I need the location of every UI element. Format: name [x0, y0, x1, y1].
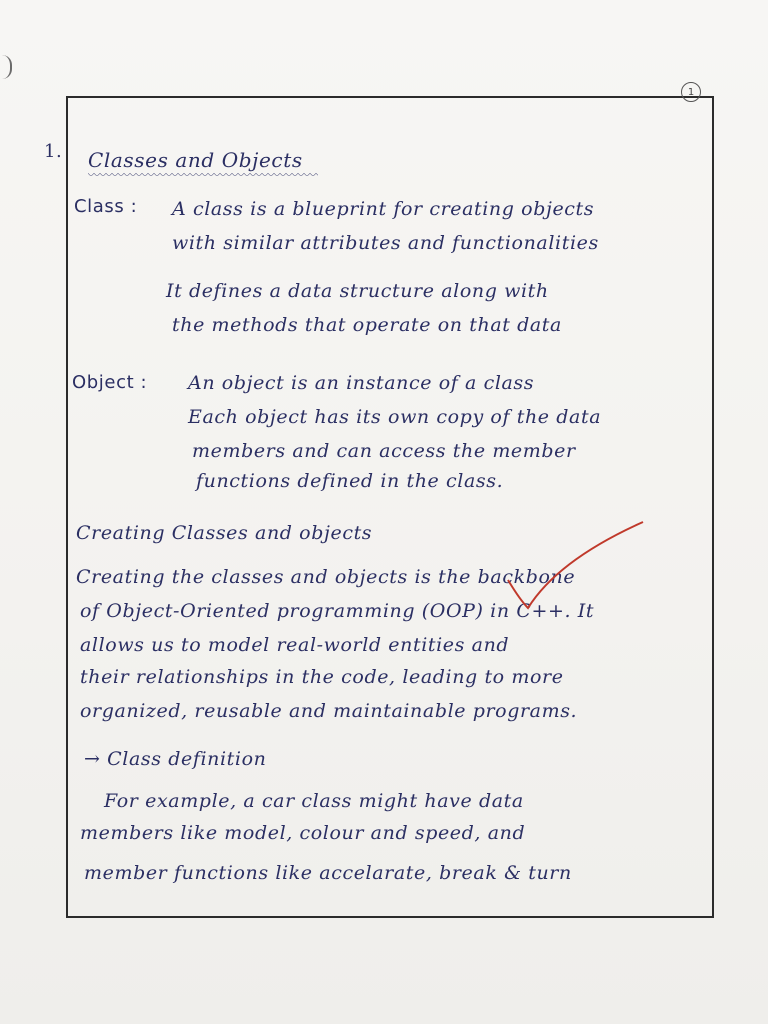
heading-underline [88, 173, 318, 179]
object-line-1: An object is an instance of a class [188, 372, 535, 394]
heading-title: Classes and Objects [88, 148, 303, 172]
class-line-2: with similar attributes and functionalities [172, 232, 599, 254]
page-number: 1 [681, 82, 701, 102]
creating-line-4: their relationships in the code, leading to more [80, 666, 564, 688]
example-line-1: For example, a car class might have data [104, 790, 524, 812]
creating-line-5: organized, reusable and maintainable programs. [80, 700, 578, 722]
heading-number: 1. [44, 141, 63, 162]
object-line-4: functions defined in the class. [196, 470, 504, 492]
creating-line-2: of Object-Oriented programming (OOP) in C++. It [80, 600, 595, 622]
correction-mark [498, 520, 648, 620]
object-line-2: Each object has its own copy of the data [188, 406, 602, 428]
example-line-2: members like model, colour and speed, and [80, 822, 526, 844]
class-line-1: A class is a blueprint for creating objects [172, 198, 595, 220]
class-line-4: the methods that operate on that data [172, 314, 562, 336]
class-label: Class : [74, 196, 138, 217]
class-definition-bullet: → Class definition [84, 748, 267, 770]
class-line-3: It defines a data structure along with [166, 280, 549, 302]
object-line-3: members and can access the member [192, 440, 576, 462]
example-line-3: member functions like accelarate, break & turn [84, 862, 572, 884]
object-label: Object : [72, 372, 148, 393]
binding-mark [2, 55, 12, 79]
creating-line-3: allows us to model real-world entities and [80, 634, 510, 656]
creating-line-1: Creating the classes and objects is the backbone [76, 566, 576, 588]
creating-title: Creating Classes and objects [76, 522, 373, 544]
